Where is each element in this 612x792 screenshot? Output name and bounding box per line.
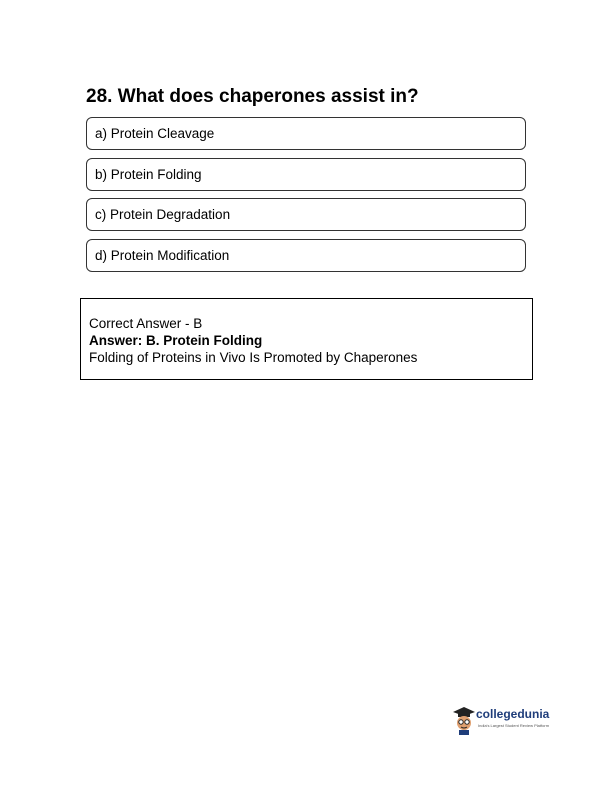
correct-answer-line: Correct Answer - B: [89, 316, 203, 331]
question-title: 28. What does chaperones assist in?: [86, 86, 419, 107]
logo-tagline: India's Largest Student Review Platform: [478, 723, 550, 728]
option-d[interactable]: d) Protein Modification: [86, 239, 526, 272]
answer-line: Answer: B. Protein Folding: [89, 333, 263, 348]
collegedunia-logo: [452, 704, 548, 738]
option-b[interactable]: b) Protein Folding: [86, 158, 526, 191]
mascot-icon: [452, 704, 476, 736]
answer-box: [80, 298, 533, 380]
option-a[interactable]: a) Protein Cleavage: [86, 117, 526, 150]
explanation-text: Folding of Proteins in Vivo Is Promoted by Chaperones: [89, 350, 418, 365]
option-c[interactable]: c) Protein Degradation: [86, 198, 526, 231]
options-list: [86, 117, 526, 279]
logo-wordmark: collegedunia: [476, 707, 550, 721]
